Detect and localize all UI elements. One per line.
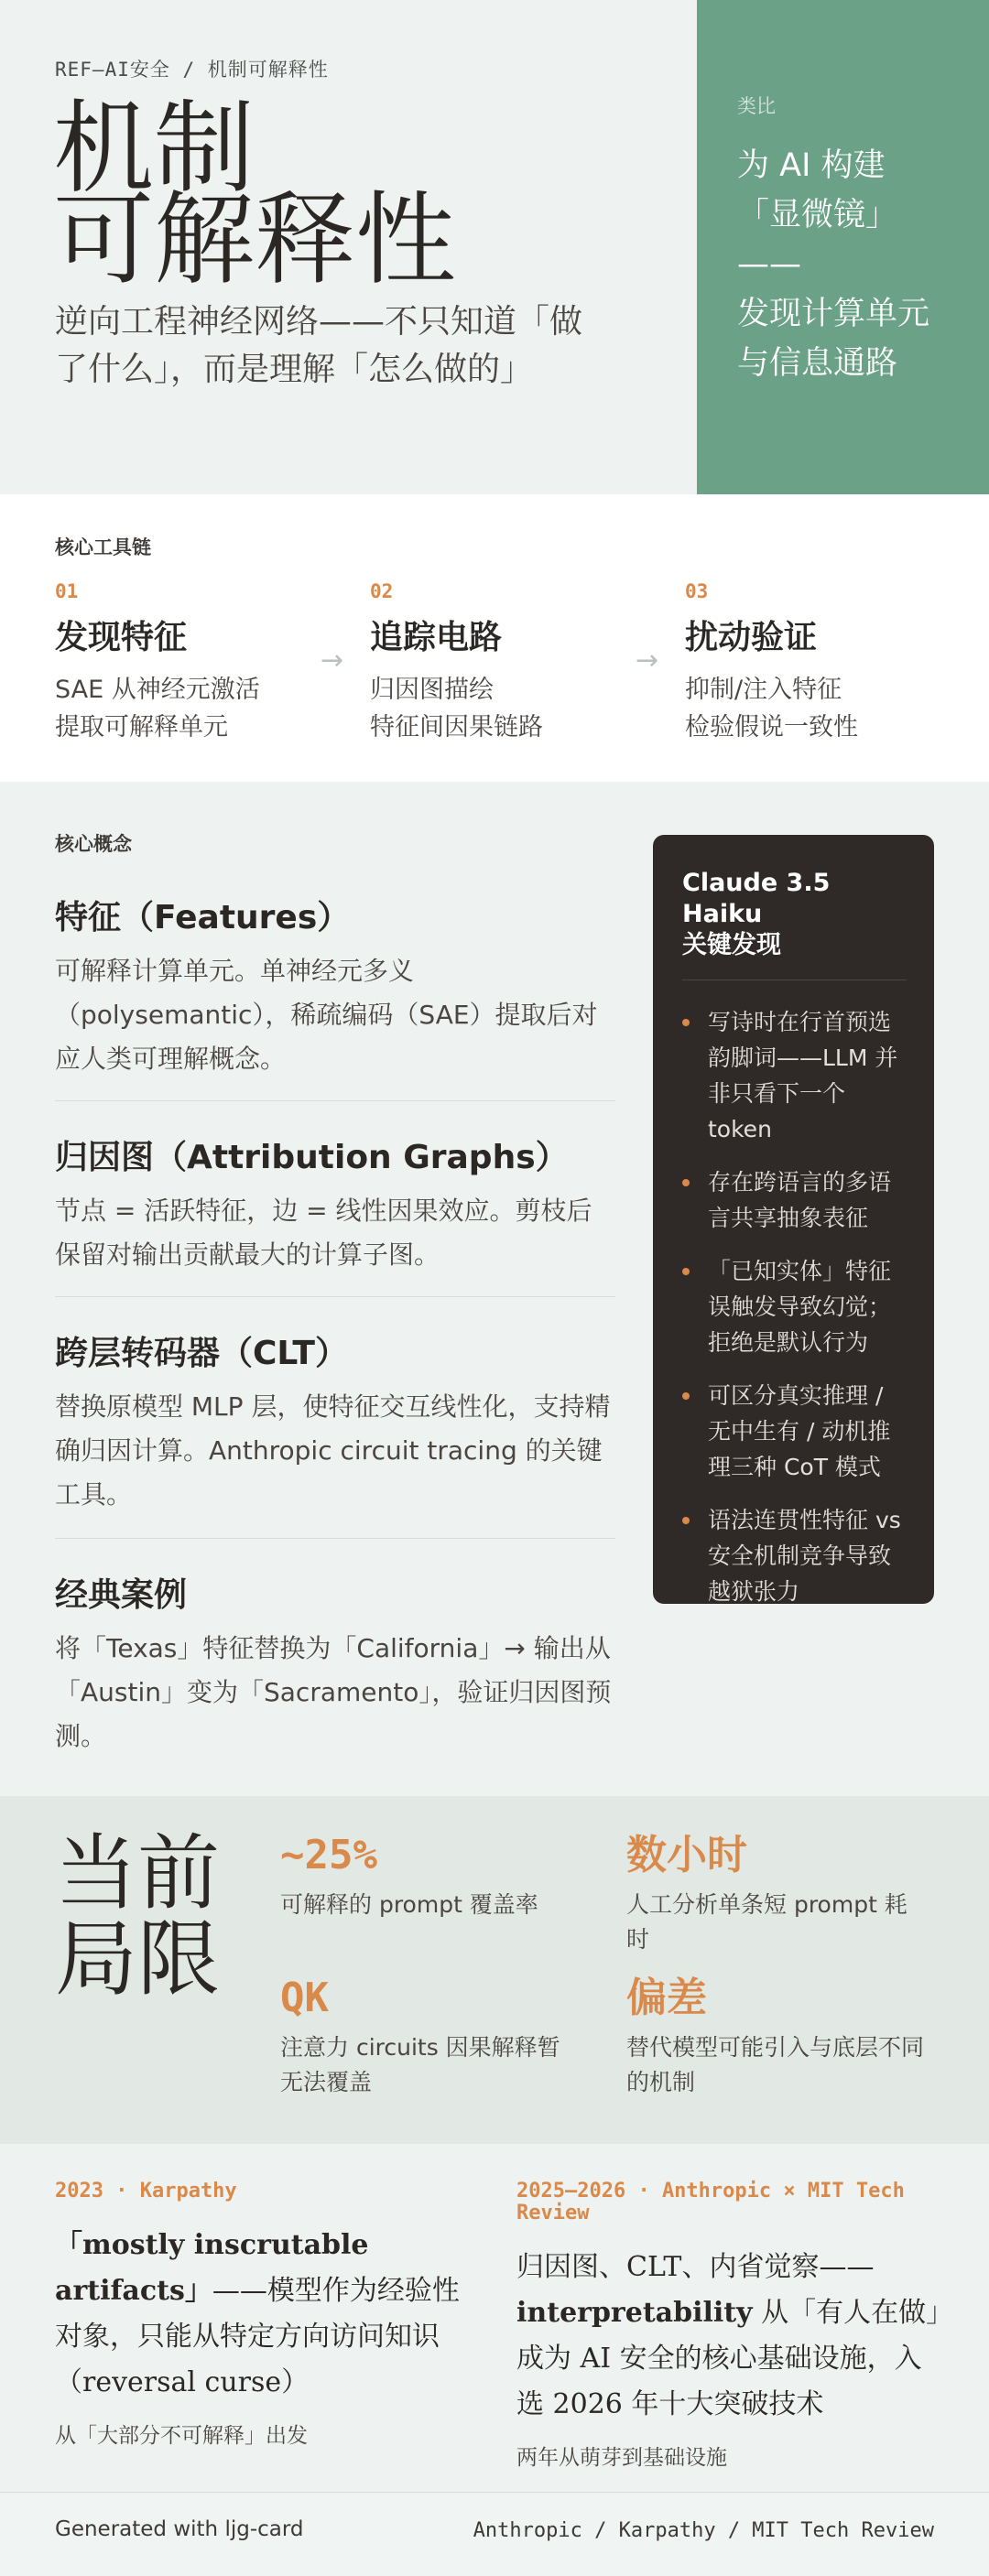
stat-qk — [280, 1975, 582, 2100]
concept-title: 特征（Features） — [55, 899, 351, 936]
bullet-dot-icon — [682, 1268, 690, 1275]
finding-text: 「已知实体」特征误触发导致幻觉；拒绝是默认行为 — [708, 1258, 892, 1356]
tool-step-number: 02 — [370, 580, 394, 602]
stat-value: 数小时 — [626, 1832, 747, 1878]
toolchain-label: 核心工具链 — [55, 536, 151, 558]
tool-step-desc — [685, 671, 978, 746]
stat-desc: 替代模型可能引入与底层不同的机制 — [626, 2034, 925, 2095]
tool-step-2 — [370, 580, 663, 746]
concept-desc: 节点 = 活跃特征，边 = 线性因果效应。剪枝后保留对输出贡献最大的计算子图。 — [55, 1196, 592, 1270]
tool-step-desc-line: 归因图描绘 — [370, 676, 494, 704]
concept-item-case — [55, 1569, 614, 1759]
analogy-panel — [697, 0, 989, 494]
stat-desc: 注意力 circuits 因果解释暂无法覆盖 — [280, 2034, 560, 2095]
limits-title — [55, 1825, 220, 2008]
tool-step-desc — [370, 671, 663, 746]
stat-value: ~25% — [280, 1832, 377, 1878]
concept-title: 归因图（Attribution Graphs） — [55, 1139, 569, 1176]
concept-desc: 将「Texas」特征替换为「California」→ 输出从「Austin」变为「Sacramento」，验证归因图预测。 — [55, 1633, 612, 1751]
quote-bold: 「mostly inscrutable artifacts」 — [55, 2229, 369, 2307]
list-item — [682, 1502, 907, 1609]
breadcrumb[interactable]: REF—AI安全 / 机制可解释性 — [55, 59, 329, 81]
quote-part: 从「有人在做」成为 AI 安全的核心基础设施，入选 2026 年十大突破技术 — [516, 2297, 940, 2420]
bullet-dot-icon — [682, 1179, 690, 1186]
timeline-quote — [516, 2245, 947, 2428]
stat-desc: 人工分析单条短 prompt 耗时 — [626, 1891, 907, 1953]
tool-step-number: 03 — [685, 580, 709, 602]
stat-value: 偏差 — [626, 1975, 707, 2021]
limits-title-line2: 局限 — [55, 1911, 220, 2008]
analogy-text: 为 AI 构建 「显微镜」 —— 发现计算单元 与信息通路 — [737, 147, 930, 382]
quote-part: 归因图、CLT、内省觉察—— — [516, 2251, 875, 2283]
list-item — [682, 1253, 907, 1360]
tool-step-desc-line: 抑制/注入特征 — [685, 676, 842, 704]
list-item — [682, 1378, 907, 1485]
tool-step-3 — [685, 580, 978, 746]
finding-text: 语法连贯性特征 vs 安全机制竞争导致越狱张力 — [708, 1507, 901, 1605]
footer-divider — [0, 2492, 989, 2493]
stat-time — [626, 1833, 929, 1957]
finding-text: 存在跨语言的多语言共享抽象表征 — [708, 1169, 892, 1231]
tool-step-name: 追踪电路 — [370, 619, 503, 656]
list-item — [682, 1004, 907, 1147]
analogy-tag: 类比 — [737, 95, 776, 117]
divider — [55, 1100, 615, 1101]
tool-step-number: 01 — [55, 580, 79, 602]
tool-step-1 — [55, 580, 348, 746]
stat-bias — [626, 1975, 929, 2100]
footer-generator: Generated with ljg-card — [55, 2517, 304, 2541]
stat-desc: 可解释的 prompt 覆盖率 — [280, 1891, 538, 1918]
timeline-note: 两年从萌芽到基础设施 — [516, 2446, 727, 2470]
list-item — [682, 1164, 907, 1236]
bullet-dot-icon — [682, 1517, 690, 1524]
bullet-dot-icon — [682, 1019, 690, 1026]
findings-title: Claude 3.5 Haiku 关键发现 — [682, 868, 907, 980]
tool-step-name: 发现特征 — [55, 619, 188, 656]
stat-coverage — [280, 1833, 582, 1922]
arrow-right-icon: → — [636, 644, 659, 676]
stat-value: QK — [280, 1975, 329, 2021]
page-title-line1: 机制 — [53, 90, 255, 207]
page-title-line2: 可解释性 — [53, 181, 456, 298]
tool-step-name: 扰动验证 — [685, 619, 818, 656]
concept-item-clt — [55, 1327, 614, 1517]
bullet-dot-icon — [682, 1392, 690, 1400]
quote-bold: interpretability — [516, 2297, 753, 2329]
limits-title-line1: 当前 — [55, 1825, 220, 1921]
quote-rest: ——模型作为经验性对象，只能从特定方向访问知识（reversal curse） — [55, 2275, 460, 2398]
page-subtitle: 逆向工程神经网络——不只知道「做了什么」，而是理解「怎么做的」 — [55, 303, 583, 388]
tool-step-desc-line: 特征间因果链路 — [370, 713, 543, 741]
concept-item-features — [55, 892, 614, 1081]
concept-title: 跨层转码器（CLT） — [55, 1335, 348, 1372]
tool-step-desc — [55, 671, 348, 746]
findings-card — [653, 835, 934, 1604]
divider — [55, 1296, 615, 1297]
finding-text: 写诗时在行首预选韵脚词——LLM 并非只看下一个 token — [708, 1009, 898, 1142]
timeline-2025-2026 — [516, 2181, 947, 2471]
tool-step-desc-line: 检验假说一致性 — [685, 713, 858, 741]
divider — [55, 1538, 615, 1539]
timeline-quote — [55, 2223, 485, 2406]
page-title — [53, 90, 456, 298]
concept-item-attribution-graphs — [55, 1131, 614, 1277]
findings-list — [682, 1004, 907, 1609]
concept-desc: 替换原模型 MLP 层，使特征交互线性化，支持精确归因计算。Anthropic circuit tracing 的关键工具。 — [55, 1391, 611, 1510]
concepts-label: 核心概念 — [55, 833, 132, 855]
footer-sources: Anthropic / Karpathy / MIT Tech Review — [473, 2519, 934, 2542]
timeline-note: 从「大部分不可解释」出发 — [55, 2424, 308, 2448]
timeline-2023 — [55, 2181, 485, 2449]
concept-title: 经典案例 — [55, 1576, 188, 1614]
tool-step-desc-line: SAE 从神经元激活 — [55, 676, 260, 704]
concept-desc: 可解释计算单元。单神经元多义（polysemantic），稀疏编码（SAE）提取后对应人类可理解概念。 — [55, 956, 598, 1074]
tool-step-desc-line: 提取可解释单元 — [55, 713, 228, 741]
finding-text: 可区分真实推理 / 无中生有 / 动机推理三种 CoT 模式 — [708, 1382, 891, 1480]
timeline-year: 2025–2026 · Anthropic × MIT Tech Review — [516, 2180, 905, 2224]
timeline-year: 2023 · Karpathy — [55, 2180, 237, 2203]
arrow-right-icon: → — [321, 644, 344, 676]
